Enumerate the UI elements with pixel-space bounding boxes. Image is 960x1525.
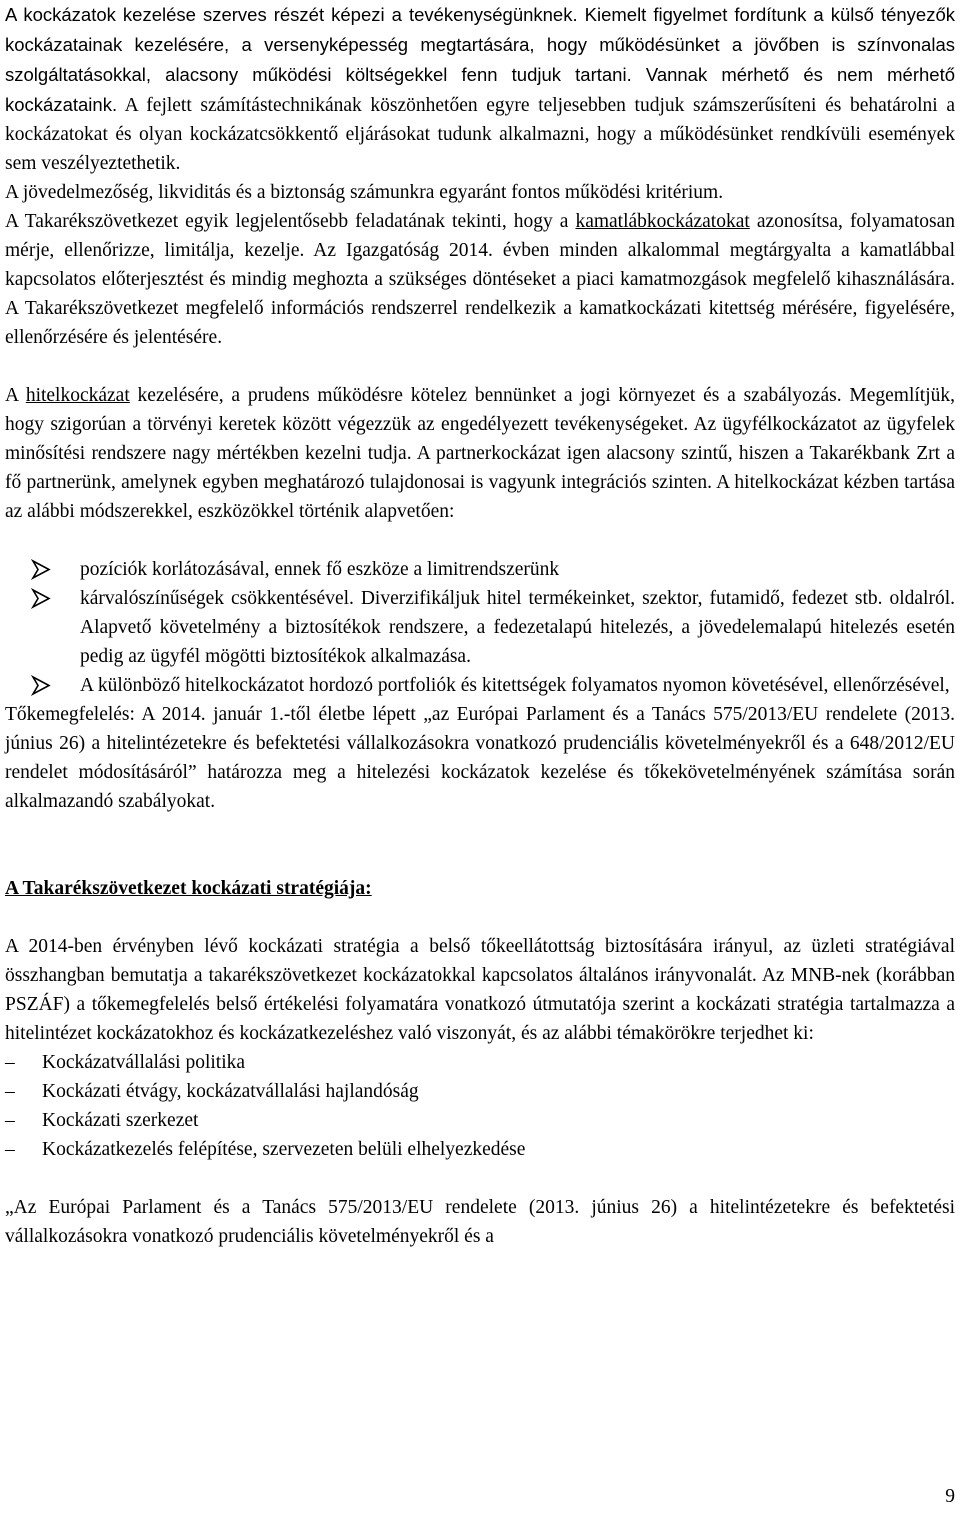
list-item: A különböző hitelkockázatot hordozó portfoliók és kitettségek folyamatos nyomon követésével, ellenőrzésével, bbox=[5, 671, 955, 700]
interest-rate-risk-term: kamatlábkockázatokat bbox=[575, 211, 750, 232]
paragraph-risk-management-sans: A kockázatok kezelése szerves részét képezi a tevékenységünknek. Kiemelt figyelmet fordítunk a külső tényezők kockázatainak kezelésére, a versenyképesség megtartására, hogy működésünket a jövőben is színvonalas szolgáltatásokkal, alacsony működési költségekkel fenn tudjuk tartani. Vannak mérhető és nem mérhető kockázataink. bbox=[5, 4, 955, 115]
paragraph-capital-adequacy: Tőkemegfelelés: A 2014. január 1.-től életbe lépett „az Európai Parlament és a Tanács 575/2013/EU rendelete (2013. június 26) a hitelintézetekre és befektetési vállalkozásokra vonatkozó prudenciális követelményekről és a 648/2012/EU rendelet módosításáról” határozza meg a hitelezési kockázatok kezelése és tőkekövetelményének számítása során alkalmazandó szabályokat. bbox=[5, 704, 955, 812]
arrow-bullet-icon bbox=[27, 671, 55, 700]
dash-bullet-icon: – bbox=[5, 1081, 15, 1102]
paragraph-interest-rate-risk: A Takarékszövetkezet egyik legjelentősebb feladatának tekinti, hogy a kamatlábkockázatokat azonosítsa, folyamatosan mérje, ellenőrizze, limitálja, kezelje. Az Igazgatóság 2014. évben minden alkalommal megtárgyalta a kamatlábbal kapcsolatos előterjesztést és mindig meghozta a szükséges döntéseket a piaci kamatmozgások megfelelő kihasználására. A Takarékszövetkezet megfelelő információs rendszerrel rendelkezik a kamatkockázati kitettség mérésére, figyelésére, ellenőrzésére és jelentésére. bbox=[5, 211, 955, 348]
dash-bullet-icon: – bbox=[5, 1052, 15, 1073]
arrow-bullet-icon bbox=[27, 555, 55, 584]
list-item: kárvalószínűségek csökkentésével. Diverzifikáljuk hitel termékeinket, szektor, futamidő, fedezet stb. oldalról. Alapvető követelmény a biztosítékok rendszere, a fedezetalapú hitelezés, a jövedelemalapú hitelezés esetén pedig az ügyfél mögötti biztosítékok alkalmazása. bbox=[5, 584, 955, 671]
paragraph-risk-strategy: A 2014-ben érvényben lévő kockázati stratégia a belső tőkeellátottság biztosítására irányul, az üzleti stratégiával összhangban bemutatja a takarékszövetkezet kockázatokkal kapcsolatos általános irányvonalát. Az MNB-nek (korábban PSZÁF) a tőkemegfelelés belső értékelési folyamatára vonatkozó útmutatója szerint a kockázati stratégia tartalmazza a hitelintézet kockázatokhoz és kockázatkezeléshez való viszonyát, és az alábbi témakörökre terjedhet ki: bbox=[5, 936, 955, 1044]
list-item: – Kockázati étvágy, kockázatvállalási hajlandóság bbox=[5, 1077, 955, 1106]
page-number: 9 bbox=[945, 1486, 955, 1507]
paragraph-regulation-quote: „Az Európai Parlament és a Tanács 575/2013/EU rendelete (2013. június 26) a hitelintézetekre és befektetési vállalkozásokra vonatkozó prudenciális követelményekről és a bbox=[5, 1197, 955, 1247]
document-page bbox=[5, 0, 955, 1251]
credit-risk-term: hitelkockázat bbox=[25, 385, 130, 406]
paragraph-risk-management bbox=[5, 0, 955, 178]
risk-strategy-topics-list bbox=[5, 1048, 955, 1164]
list-item: – Kockázatkezelés felépítése, szervezeten belüli elhelyezkedése bbox=[5, 1135, 955, 1164]
dash-bullet-icon: – bbox=[5, 1110, 15, 1131]
dash-bullet-icon: – bbox=[5, 1139, 15, 1160]
paragraph-profitability: A jövedelmezőség, likviditás és a biztonság számunkra egyaránt fontos működési kritérium. bbox=[5, 182, 724, 203]
paragraph-credit-risk: A hitelkockázat kezelésére, a prudens működésre kötelez bennünket a jogi környezet és a szabályozás. Megemlítjük, hogy szigorúan a törvényi keretek között végezzük az engedélyezett tevékenységeket. Az ügyfélkockázatot az ügyfelek minősítési rendszere nagy mértékben kezelni tudja. A partnerkockázat igen alacsony szintű, hiszen a Takarékbank Zrt a fő partnerünk, amelynek egyben meghatározó tulajdonosai is vagyunk integrációs szinten. A hitelkockázat kézben tartása az alábbi módszerekkel, eszközökkel történik alapvetően: bbox=[5, 385, 955, 522]
section-heading: A Takarékszövetkezet kockázati stratégiája: bbox=[5, 878, 372, 899]
list-item: – Kockázatvállalási politika bbox=[5, 1048, 955, 1077]
credit-risk-methods-list bbox=[5, 555, 955, 700]
arrow-bullet-icon bbox=[27, 584, 55, 613]
list-item: pozíciók korlátozásával, ennek fő eszköze a limitrendszerünk bbox=[5, 555, 955, 584]
paragraph-risk-management-serif: A fejlett számítástechnikának köszönhetően egyre teljesebben tudjuk számszerűsíteni és behatárolni a kockázatokat és olyan kockázatcsökkentő eljárásokat tudunk alkalmazni, hogy a működésünket rendkívüli események sem veszélyeztethetik. bbox=[5, 95, 955, 174]
list-item: – Kockázati szerkezet bbox=[5, 1106, 955, 1135]
